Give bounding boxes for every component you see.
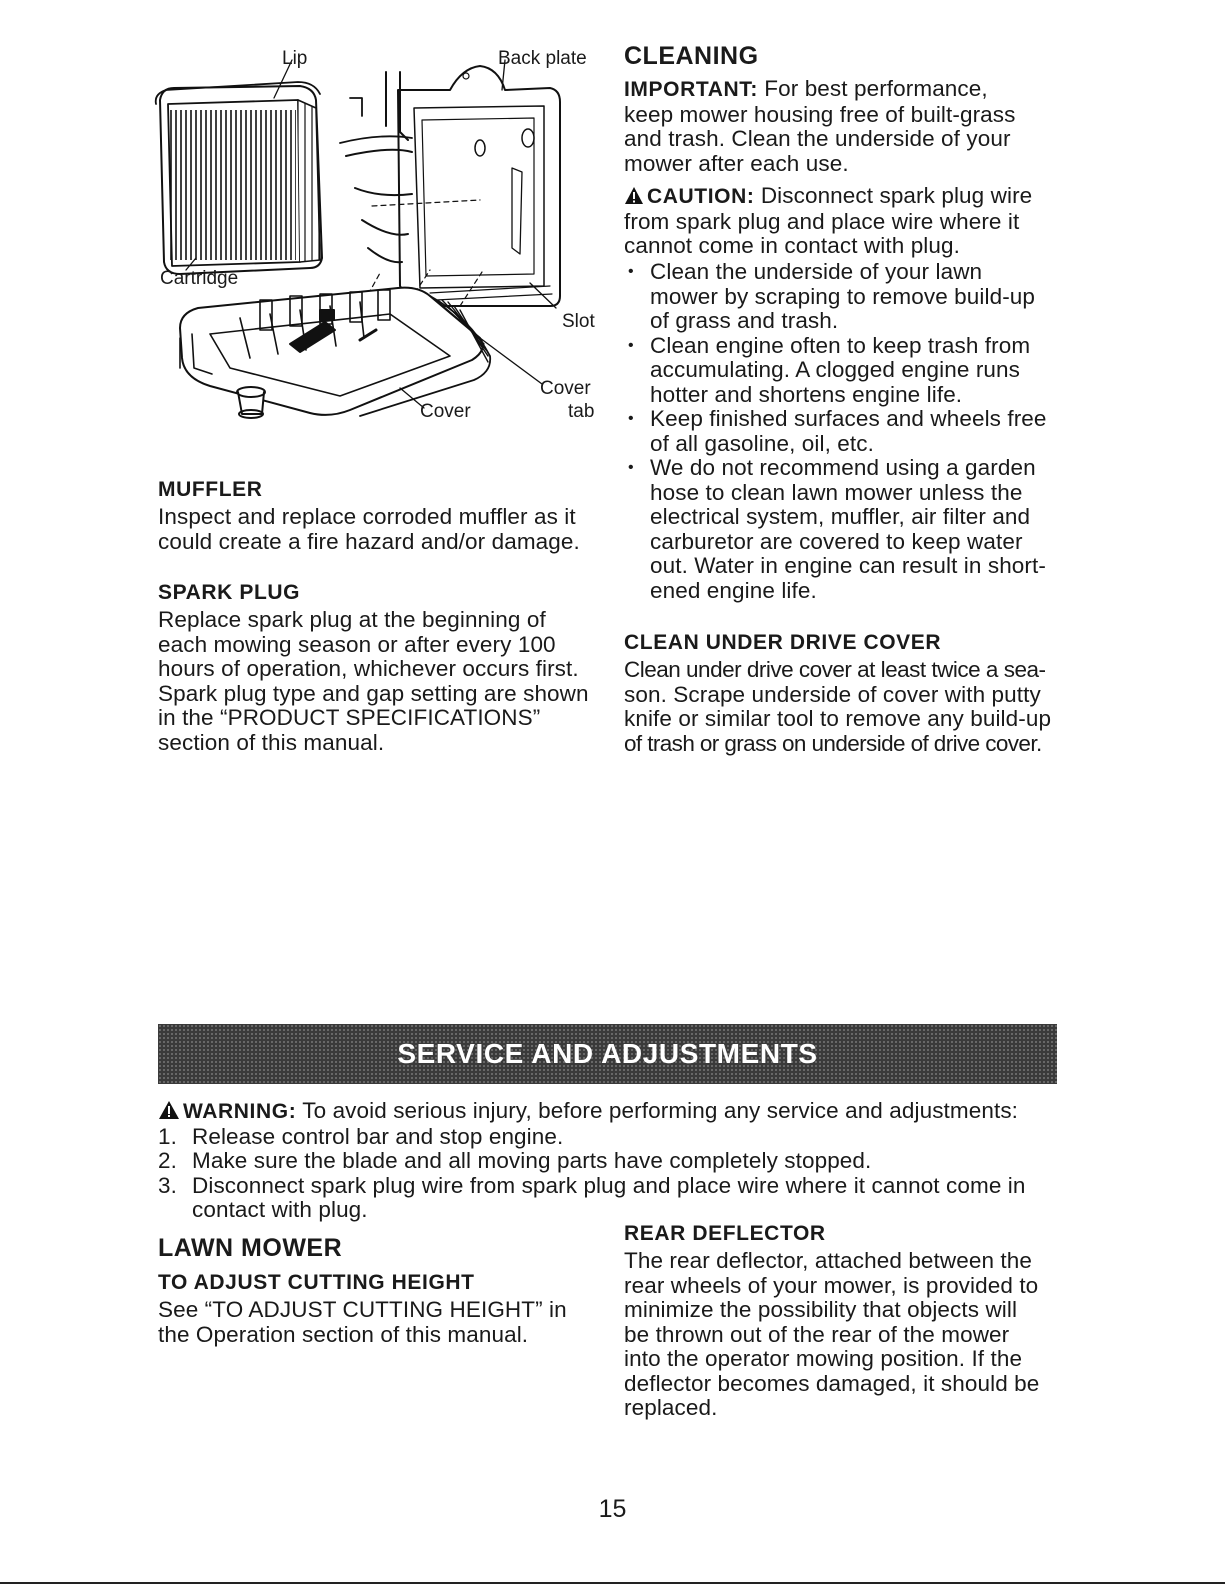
text-line: cannot come in contact with plug. xyxy=(624,233,960,258)
cutting-height-body xyxy=(158,1298,598,1347)
warning-label: WARNING: xyxy=(183,1100,297,1123)
text-line: mower after each use. xyxy=(624,150,849,176)
caution-triangle-icon xyxy=(624,186,644,205)
label-cover-tab-1: Cover xyxy=(540,378,591,399)
cleaning-caution xyxy=(624,184,1064,259)
label-slot: Slot xyxy=(562,311,595,332)
text-line: each mowing season or after every 100 xyxy=(158,631,556,657)
text-line: Replace spark plug at the beginning of xyxy=(158,607,546,632)
list-item xyxy=(624,334,1064,408)
step-number: 3. xyxy=(158,1172,177,1198)
text-line: contact with plug. xyxy=(192,1197,368,1222)
text-line: of grass and trash. xyxy=(650,308,839,333)
text-line: carburetor are covered to keep water xyxy=(650,528,1023,554)
step-number: 2. xyxy=(158,1148,177,1173)
text-line: hotter and shortens engine life. xyxy=(650,381,963,407)
text-line: Disconnect spark plug wire from spark plug and place wire where it cannot come in xyxy=(192,1172,1026,1198)
text-line: from spark plug and place wire where it xyxy=(624,208,1020,234)
important-label: IMPORTANT: xyxy=(624,78,758,101)
text-line: • Keep finished surfaces and wheels free xyxy=(650,406,1047,431)
text-line: mower by scraping to remove build-up xyxy=(650,283,1036,309)
page-bottom-rule xyxy=(0,1582,1225,1584)
text-line: knife or similar tool to remove any build-up xyxy=(624,706,1052,731)
text-line: See “TO ADJUST CUTTING HEIGHT” in xyxy=(158,1297,567,1322)
banner-title: SERVICE AND ADJUSTMENTS xyxy=(397,1038,818,1069)
air-filter-figure xyxy=(150,38,610,443)
list-item xyxy=(624,407,1064,456)
text-line: the Operation section of this manual. xyxy=(158,1321,529,1347)
text-line: • Clean engine often to keep trash from xyxy=(650,332,1031,358)
text-line: son. Scrape underside of cover with putty xyxy=(624,681,1041,707)
lawn-mower-heading: LAWN MOWER xyxy=(158,1234,343,1262)
text-line: hose to clean lawn mower unless the xyxy=(650,479,1023,505)
label-lip: Lip xyxy=(282,48,308,69)
text-line: could create a fire hazard and/or damage. xyxy=(158,528,580,554)
text-line: For best performance, xyxy=(764,76,988,101)
text-line: in the “PRODUCT SPECIFICATIONS” xyxy=(158,705,541,730)
text-line: ened engine life. xyxy=(650,577,817,603)
label-cover-tab-2: tab xyxy=(568,401,595,422)
section-banner xyxy=(158,1024,1057,1084)
text-line: Disconnect spark plug wire xyxy=(760,183,1033,208)
text-line: Make sure the blade and all moving parts have completely stopped. xyxy=(192,1148,872,1173)
cleaning-important xyxy=(624,77,1064,176)
warning-block xyxy=(158,1099,1058,1223)
text-line: • We do not recommend using a garden xyxy=(650,455,1036,480)
text-line: deflector becomes damaged, it should be xyxy=(624,1370,1040,1396)
caution-label: CAUTION: xyxy=(647,185,755,208)
text-line: out. Water in engine can result in short- xyxy=(650,553,1046,578)
text-line: and trash. Clean the underside of your xyxy=(624,126,1011,151)
warning-text: To avoid serious injury, before performing any service and adjustments: xyxy=(302,1098,1019,1123)
warning-triangle-icon xyxy=(158,1100,180,1120)
text-line: keep mower housing free of built-grass xyxy=(624,101,1016,127)
rear-deflector-heading: REAR DEFLECTOR xyxy=(624,1222,826,1245)
label-cover: Cover xyxy=(420,401,471,422)
spark-plug-heading: SPARK PLUG xyxy=(158,581,301,604)
text-line: replaced. xyxy=(624,1395,718,1420)
text-line: be thrown out of the rear of the mower xyxy=(624,1321,1010,1347)
drive-cover-body xyxy=(624,658,1064,756)
text-line: electrical system, muffler, air filter and xyxy=(650,504,1031,529)
cleaning-bullets xyxy=(624,260,1064,603)
rear-deflector-body xyxy=(624,1249,1064,1421)
text-line: into the operator mowing position. If the xyxy=(624,1346,1023,1371)
muffler-heading: MUFFLER xyxy=(158,478,263,501)
text-line: The rear deflector, attached between the xyxy=(624,1248,1033,1273)
text-line: Inspect and replace corroded muffler as it xyxy=(158,504,576,529)
text-line: minimize the possibility that objects will xyxy=(624,1297,1018,1322)
text-line: • Clean the underside of your lawn xyxy=(650,259,983,284)
label-back-plate: Back plate xyxy=(498,48,587,69)
list-item xyxy=(624,260,1064,334)
text-line: Clean under drive cover at least twice a sea- xyxy=(624,657,1046,682)
text-line: of trash or grass on underside of drive cover. xyxy=(624,730,1042,756)
page-number: 15 xyxy=(598,1495,627,1523)
text-line: section of this manual. xyxy=(158,729,385,755)
text-line: Spark plug type and gap setting are shown xyxy=(158,680,589,706)
step-number: 1. xyxy=(158,1123,177,1149)
text-line: hours of operation, whichever occurs first. xyxy=(158,656,579,681)
text-line: of all gasoline, oil, etc. xyxy=(650,430,874,456)
list-item xyxy=(158,1125,1058,1150)
muffler-body xyxy=(158,505,608,554)
drive-cover-heading: CLEAN UNDER DRIVE COVER xyxy=(624,631,942,654)
text-line: Release control bar and stop engine. xyxy=(192,1123,564,1149)
list-item xyxy=(158,1149,1058,1174)
list-item xyxy=(624,456,1064,603)
spark-plug-body xyxy=(158,608,608,755)
cutting-height-heading: TO ADJUST CUTTING HEIGHT xyxy=(158,1271,475,1294)
cleaning-heading: CLEANING xyxy=(624,42,759,70)
warning-steps xyxy=(158,1125,1058,1223)
label-cartridge: Cartridge xyxy=(160,268,239,289)
list-item xyxy=(158,1174,1058,1223)
text-line: accumulating. A clogged engine runs xyxy=(650,357,1021,382)
text-line: rear wheels of your mower, is provided to xyxy=(624,1272,1039,1298)
